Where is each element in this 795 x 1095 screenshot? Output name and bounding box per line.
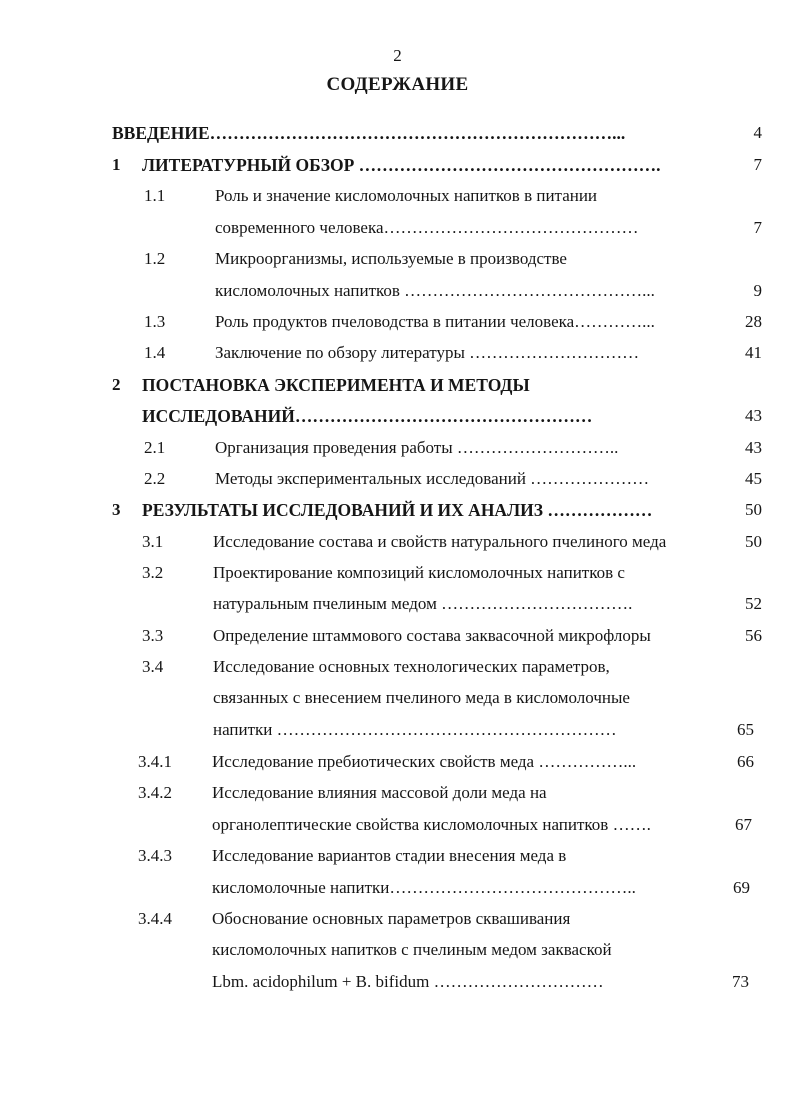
toc-entry-3: РЕЗУЛЬТАТЫ ИССЛЕДОВАНИЙ И ИХ АНАЛИЗ ……………… [142, 500, 653, 520]
toc-page-1-2: 9 [753, 281, 762, 300]
toc-entry-3-4-3-line1: Исследование вариантов стадии внесения меда в [212, 846, 567, 865]
page-number: 2 [393, 46, 402, 65]
toc-page-1: 7 [753, 155, 762, 174]
toc-page-3-4-3: 69 [733, 878, 750, 897]
toc-entry-1-1-line2: современного человека……………………………………… [215, 218, 639, 237]
toc-entry-1-4: Заключение по обзору литературы ………………………… [215, 343, 640, 362]
toc-page-1-3: 28 [745, 312, 762, 331]
toc-number-2-2: 2.2 [144, 469, 166, 488]
toc-entry-1-2-line2: кисломолочных напитков ……………………………………... [215, 281, 655, 300]
toc-number-3-3: 3.3 [142, 626, 164, 645]
toc-number-3-4: 3.4 [142, 657, 164, 676]
toc-number-3-4-2: 3.4.2 [138, 783, 172, 802]
toc-number-3: 3 [112, 500, 121, 519]
toc-page-3-1: 50 [745, 532, 762, 551]
toc-entry-3-3: Определение штаммового состава заквасочной микрофлоры [213, 626, 651, 645]
toc-page-intro: 4 [753, 123, 762, 142]
toc-entry-1-3: Роль продуктов пчеловодства в питании человека…………... [215, 312, 655, 331]
toc-entry-intro: ВВЕДЕНИЕ……………………………………………………………... [112, 123, 626, 143]
toc-number-3-4-3: 3.4.3 [138, 846, 172, 865]
toc-page-3-4-4: 73 [732, 972, 749, 991]
toc-entry-3-4-line3: напитки …………………………………………………… [213, 720, 617, 739]
toc-entry-3-4-1: Исследование пребиотических свойств меда ……………... [212, 752, 637, 771]
toc-entry-2-1: Организация проведения работы ……………………….. [215, 438, 619, 457]
toc-entry-3-4-3-line2: кисломолочные напитки…………………………………….. [212, 878, 636, 897]
toc-entry-3-2-line1: Проектирование композиций кисломолочных напитков с [213, 563, 625, 582]
toc-entry-3-4-4-line3: Lbm. acidophilum + B. bifidum ………………………… [212, 972, 604, 991]
toc-entry-3-4-line2: связанных с внесением пчелиного меда в кисломолочные [213, 688, 630, 707]
toc-number-1-2: 1.2 [144, 249, 166, 268]
toc-entry-1-2-line1: Микроорганизмы, используемые в производстве [215, 249, 567, 268]
toc-page-2-2: 45 [745, 469, 762, 488]
toc-entry-3-4-2-line2: органолептические свойства кисломолочных напитков ……. [212, 815, 651, 834]
toc-number-3-2: 3.2 [142, 563, 164, 582]
toc-page-2: 43 [745, 406, 762, 425]
toc-number-1: 1 [112, 155, 121, 174]
toc-entry-3-1: Исследование состава и свойств натурального пчелиного меда [213, 532, 667, 551]
toc-page-1-1: 7 [753, 218, 762, 237]
toc-entry-3-2-line2: натуральным пчелиным медом ……………………………. [213, 594, 633, 613]
toc-page-3-4-2: 67 [735, 815, 752, 834]
toc-number-2: 2 [112, 375, 121, 394]
toc-number-3-1: 3.1 [142, 532, 164, 551]
toc-page-3-4-1: 66 [737, 752, 754, 771]
toc-page-1-4: 41 [745, 343, 762, 362]
toc-entry-1-1-line1: Роль и значение кисломолочных напитков в питании [215, 186, 598, 205]
toc-entry-3-4-4-line2: кисломолочных напитков с пчелиным медом закваской [212, 940, 612, 959]
toc-number-1-3: 1.3 [144, 312, 166, 331]
toc-entry-1: ЛИТЕРАТУРНЫЙ ОБЗОР ……………………………………………. [142, 155, 661, 175]
toc-page-3-2: 52 [745, 594, 762, 613]
toc-number-3-4-1: 3.4.1 [138, 752, 172, 771]
toc-entry-2-2: Методы экспериментальных исследований ………………… [215, 469, 650, 488]
toc-entry-2-line2: ИССЛЕДОВАНИЙ…………………………………………… [142, 406, 593, 426]
toc-page-3-4: 65 [737, 720, 754, 739]
toc-page-3-3: 56 [745, 626, 762, 645]
toc-entry-3-4-4-line1: Обоснование основных параметров сквашивания [212, 909, 571, 928]
toc-number-3-4-4: 3.4.4 [138, 909, 172, 928]
toc-number-2-1: 2.1 [144, 438, 166, 457]
toc-entry-2-line1: ПОСТАНОВКА ЭКСПЕРИМЕНТА И МЕТОДЫ [142, 375, 530, 395]
page-title: СОДЕРЖАНИЕ [326, 74, 469, 95]
toc-page-3: 50 [745, 500, 762, 519]
toc-entry-3-4-line1: Исследование основных технологических параметров, [213, 657, 610, 676]
toc-entry-3-4-2-line1: Исследование влияния массовой доли меда на [212, 783, 547, 802]
toc-number-1-4: 1.4 [144, 343, 166, 362]
toc-number-1-1: 1.1 [144, 186, 166, 205]
toc-page-2-1: 43 [745, 438, 762, 457]
